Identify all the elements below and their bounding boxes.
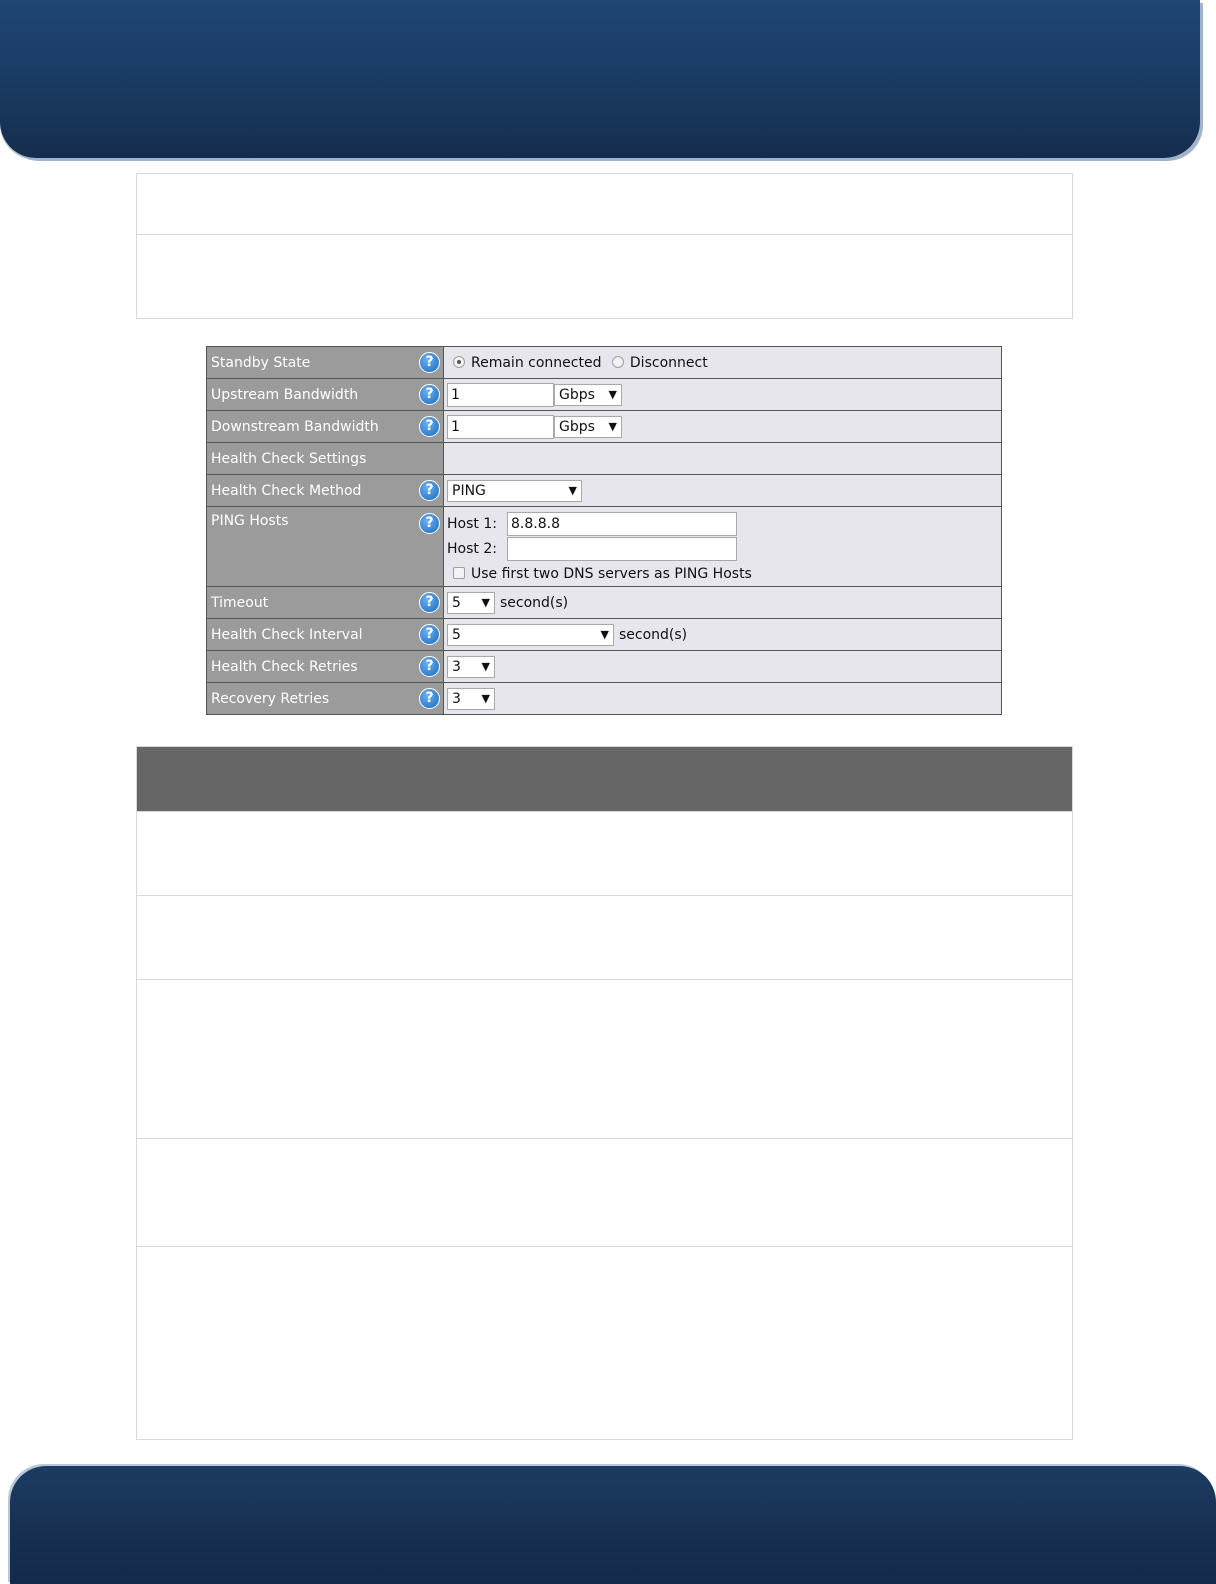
health-check-interval-suffix: second(s) (619, 626, 688, 643)
health-check-method-value-cell (444, 475, 1002, 507)
help-icon[interactable]: ? (419, 592, 440, 613)
health-check-interval-row (207, 619, 1002, 651)
remain-connected-label[interactable]: Remain connected (471, 354, 602, 371)
health-check-interval-select[interactable] (447, 624, 614, 646)
downstream-bandwidth-label: Downstream Bandwidth (211, 419, 379, 435)
host2-input[interactable] (507, 537, 737, 561)
host1-label: Host 1: (447, 516, 497, 532)
table-row (137, 979, 1072, 1138)
table-row (137, 234, 1072, 318)
help-icon[interactable]: ? (419, 352, 440, 373)
recovery-retries-select[interactable] (447, 688, 495, 710)
health-check-retries-row (207, 651, 1002, 683)
dns-checkbox-line (447, 562, 998, 584)
health-check-retries-label-cell (207, 651, 444, 683)
health-check-settings-label: Health Check Settings (211, 451, 367, 467)
wan-settings-table (206, 346, 1002, 715)
help-icon[interactable]: ? (419, 688, 440, 709)
host2-label: Host 2: (447, 541, 497, 557)
health-check-retries-label: Health Check Retries (211, 659, 358, 675)
health-check-interval-value-cell (444, 619, 1002, 651)
ping-hosts-row (207, 507, 1002, 587)
host1-line (447, 512, 998, 537)
downstream-bandwidth-input[interactable]: 1 (447, 415, 554, 439)
chevron-down-icon: ▼ (481, 595, 490, 609)
timeout-suffix: second(s) (500, 594, 569, 611)
health-check-method-label: Health Check Method (211, 483, 362, 499)
table-header-row (137, 747, 1072, 811)
recovery-retries-label: Recovery Retries (211, 691, 330, 707)
health-check-method-row (207, 475, 1002, 507)
upstream-bandwidth-label: Upstream Bandwidth (211, 387, 359, 403)
timeout-label: Timeout (211, 595, 269, 611)
timeout-select[interactable] (447, 592, 495, 614)
ping-hosts-value-cell (444, 507, 1002, 587)
health-check-method-value: PING (452, 482, 486, 499)
chevron-down-icon: ▼ (608, 387, 617, 401)
help-icon[interactable]: ? (419, 513, 440, 534)
health-check-settings-label-cell (207, 443, 444, 475)
page-footer-banner (10, 1466, 1216, 1584)
remain-connected-radio[interactable] (453, 356, 465, 368)
page-header-banner (0, 0, 1200, 158)
recovery-retries-value-cell (444, 683, 1002, 715)
downstream-bandwidth-value-cell (444, 411, 1002, 443)
help-icon[interactable]: ? (419, 384, 440, 405)
recovery-retries-value: 3 (452, 690, 461, 707)
table-row (137, 1246, 1072, 1439)
timeout-value-cell (444, 587, 1002, 619)
timeout-label-cell (207, 587, 444, 619)
table-row (137, 811, 1072, 895)
upstream-bandwidth-row (207, 379, 1002, 411)
host1-input[interactable]: 8.8.8.8 (507, 512, 737, 536)
host2-line (447, 537, 998, 562)
downstream-bandwidth-label-cell (207, 411, 444, 443)
upstream-unit-value: Gbps (559, 386, 595, 403)
bottom-blank-table (136, 746, 1073, 1440)
health-check-retries-value-cell (444, 651, 1002, 683)
help-icon[interactable]: ? (419, 624, 440, 645)
table-row (137, 174, 1072, 234)
upstream-bandwidth-label-cell (207, 379, 444, 411)
help-icon[interactable]: ? (419, 656, 440, 677)
top-blank-table (136, 173, 1073, 319)
standby-state-label: Standby State (211, 355, 311, 371)
chevron-down-icon: ▼ (600, 627, 609, 641)
upstream-bandwidth-value-cell (444, 379, 1002, 411)
health-check-interval-label-cell (207, 619, 444, 651)
dns-checkbox-label[interactable]: Use first two DNS servers as PING Hosts (471, 566, 752, 582)
disconnect-label[interactable]: Disconnect (629, 354, 708, 371)
dns-checkbox[interactable] (453, 567, 465, 579)
recovery-retries-row (207, 683, 1002, 715)
ping-hosts-label-cell (207, 507, 444, 587)
chevron-down-icon: ▼ (608, 419, 617, 433)
chevron-down-icon: ▼ (481, 659, 490, 673)
table-row (137, 1138, 1072, 1246)
downstream-bandwidth-row (207, 411, 1002, 443)
health-check-settings-row (207, 443, 1002, 475)
chevron-down-icon: ▼ (481, 691, 490, 705)
health-check-retries-value: 3 (452, 658, 461, 675)
downstream-unit-value: Gbps (559, 418, 595, 435)
help-icon[interactable]: ? (419, 416, 440, 437)
timeout-value: 5 (452, 594, 461, 611)
standby-state-label-cell (207, 347, 444, 379)
recovery-retries-label-cell (207, 683, 444, 715)
upstream-bandwidth-input[interactable]: 1 (447, 383, 554, 407)
help-icon[interactable]: ? (419, 480, 440, 501)
table-row (137, 895, 1072, 979)
health-check-retries-select[interactable] (447, 656, 495, 678)
chevron-down-icon: ▼ (568, 483, 577, 497)
disconnect-radio[interactable] (612, 356, 624, 368)
health-check-method-label-cell (207, 475, 444, 507)
upstream-unit-select[interactable] (554, 384, 622, 406)
timeout-row (207, 587, 1002, 619)
health-check-method-select[interactable] (447, 480, 582, 502)
downstream-unit-select[interactable] (554, 416, 622, 438)
standby-state-row (207, 347, 1002, 379)
health-check-interval-value: 5 (452, 626, 461, 643)
health-check-settings-value-cell (444, 443, 1002, 475)
standby-state-value-cell (444, 347, 1002, 379)
ping-hosts-label: PING Hosts (211, 513, 289, 529)
health-check-interval-label: Health Check Interval (211, 627, 363, 643)
